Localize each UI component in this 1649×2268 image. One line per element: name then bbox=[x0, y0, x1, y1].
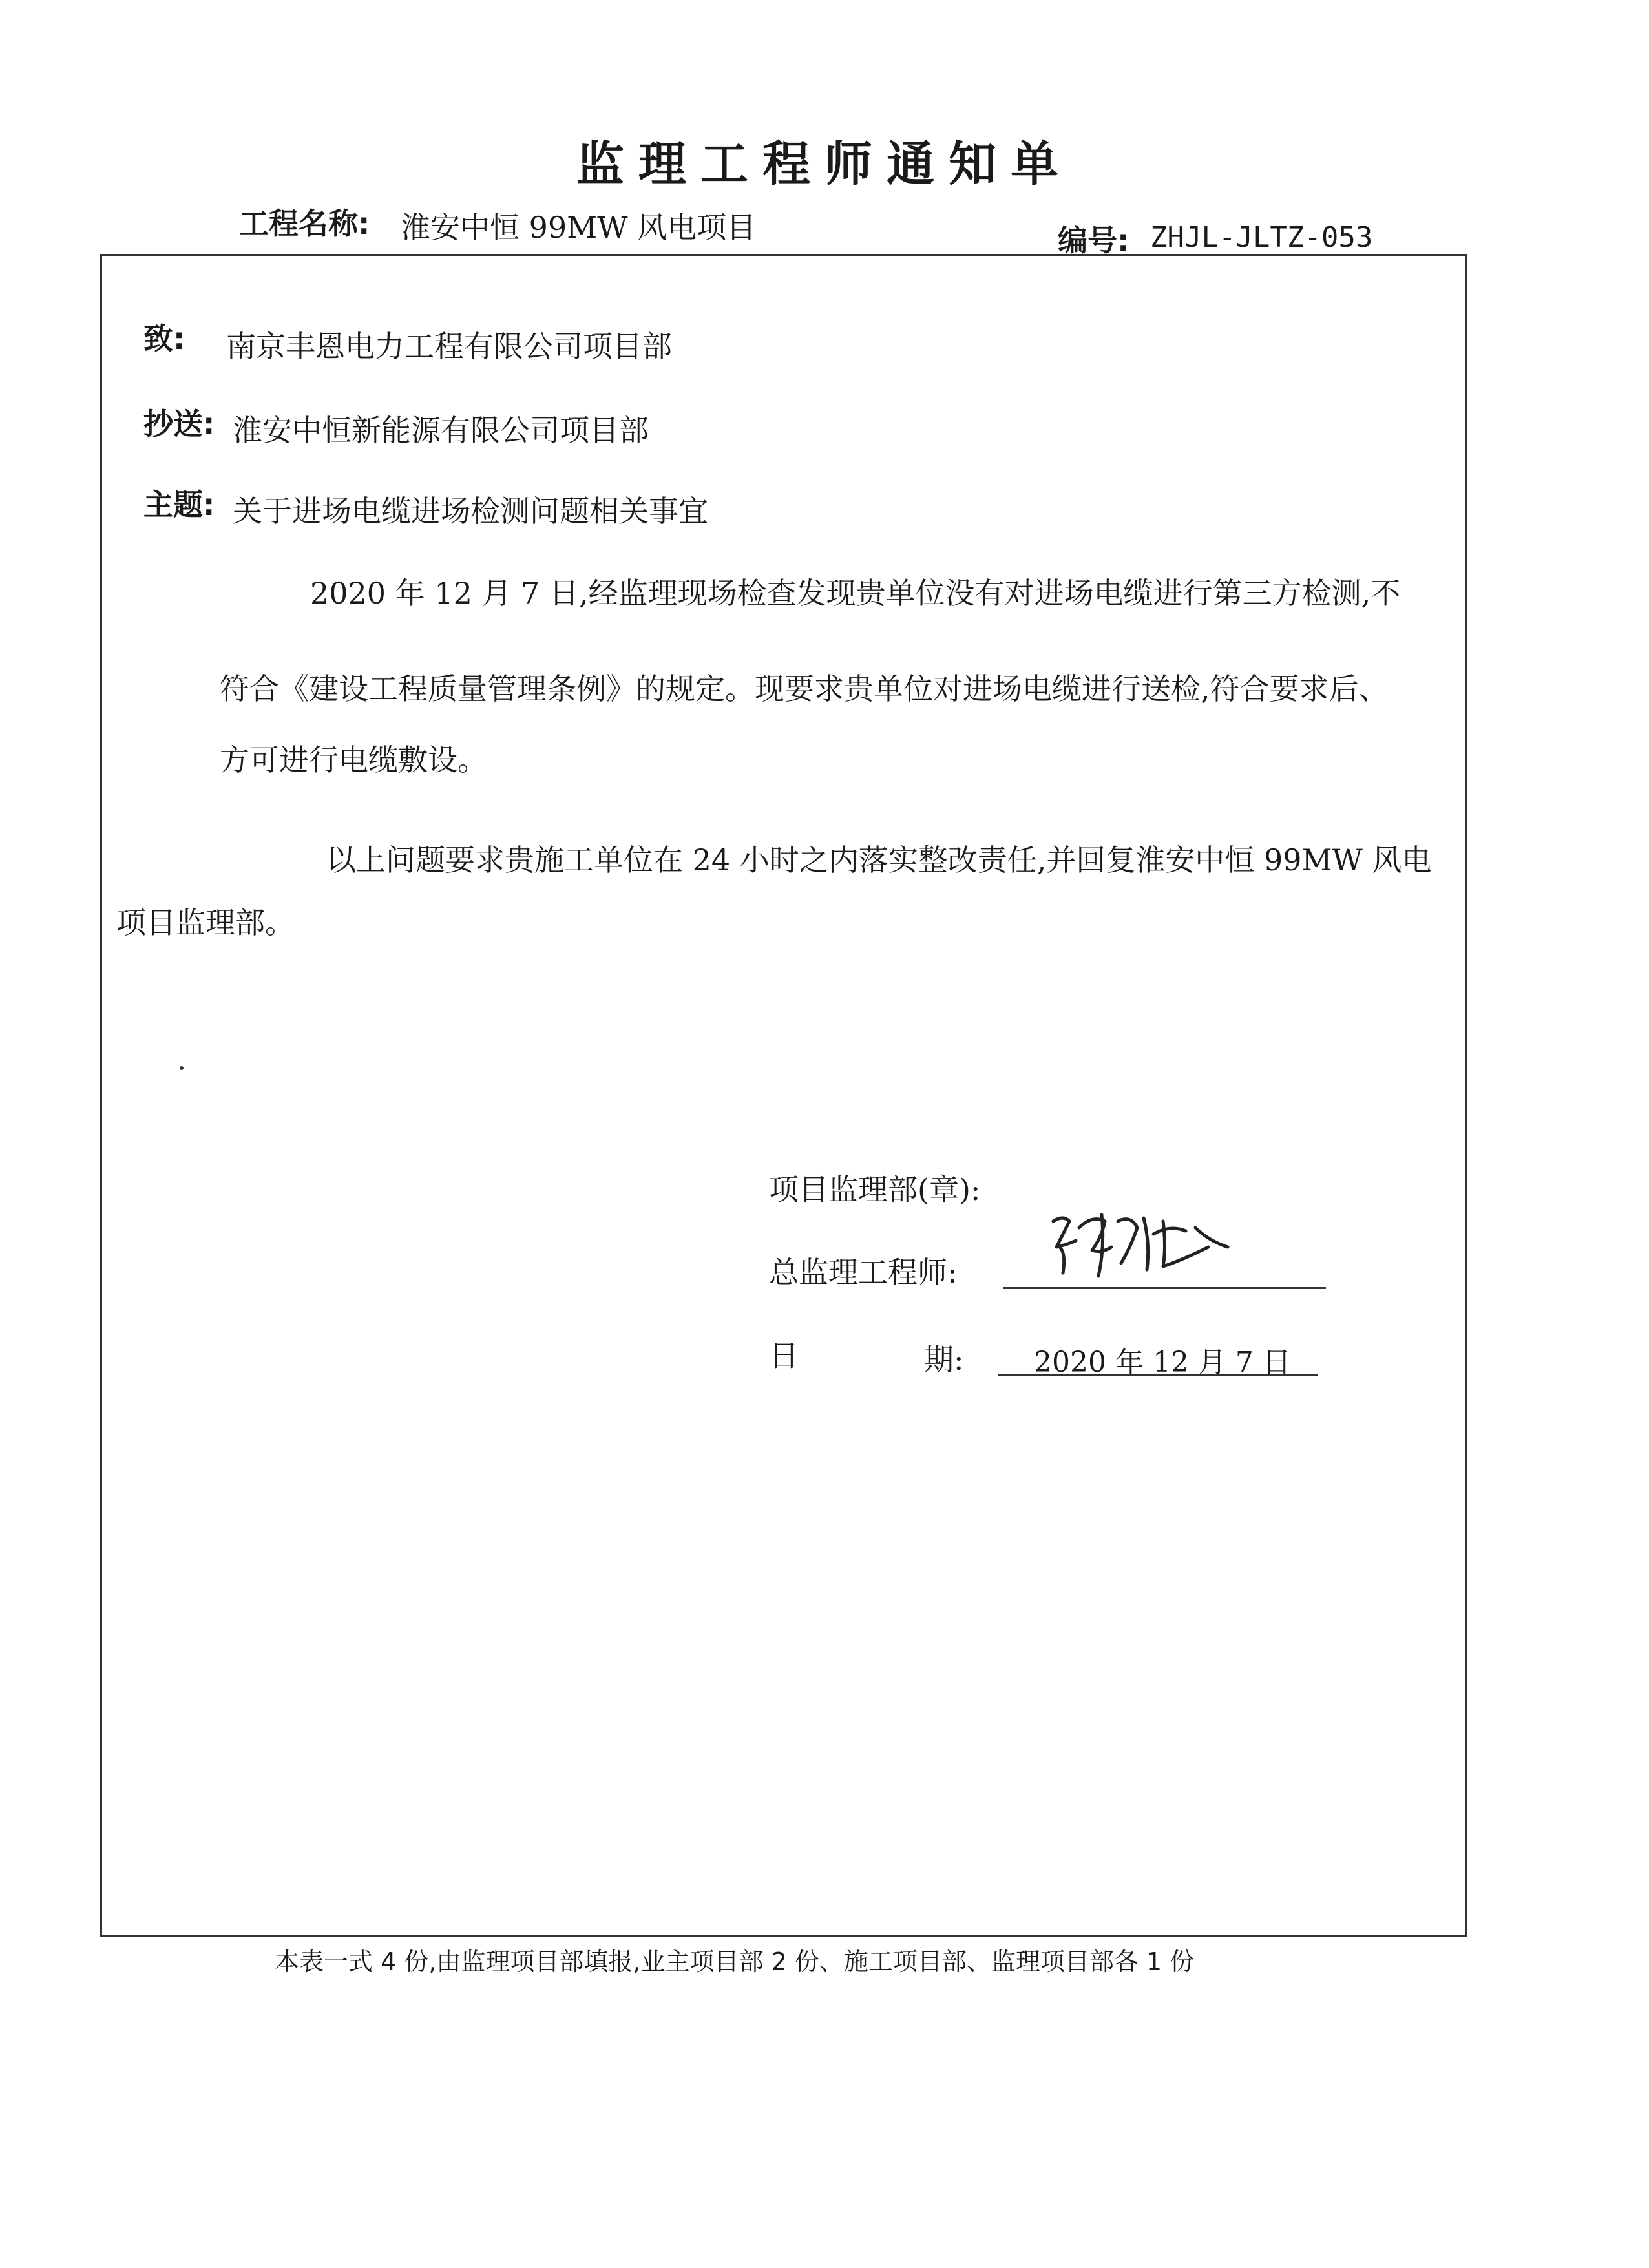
recipient-value: 南京丰恩电力工程有限公司项目部 bbox=[226, 329, 672, 364]
date-underline bbox=[998, 1374, 1318, 1376]
date-label-day: 日 bbox=[769, 1338, 799, 1373]
cc-value: 淮安中恒新能源有限公司项目部 bbox=[233, 413, 649, 448]
signature-underline bbox=[1003, 1287, 1326, 1289]
body-paragraph-1-line-3: 方可进行电缆敷设。 bbox=[220, 742, 487, 777]
body-paragraph-1-line-2: 符合《建设工程质量管理条例》的规定。现要求贵单位对进场电缆进行送检,符合要求后、 bbox=[220, 671, 1389, 706]
recipient-label: 致: bbox=[143, 321, 185, 356]
footer-note: 本表一式 4 份,由监理项目部填报,业主项目部 2 份、施工项目部、监理项目部各 1 份 bbox=[275, 1948, 1195, 1976]
project-name-label: 工程名称: bbox=[239, 206, 370, 241]
subject-value: 关于进场电缆进场检测问题相关事宜 bbox=[233, 494, 708, 529]
body-paragraph-1-line-1: 2020 年 12 月 7 日,经监理现场检查发现贵单位没有对进场电缆进行第三方检测,不 bbox=[310, 576, 1401, 611]
document-number-label: 编号: bbox=[1058, 223, 1129, 258]
scan-speck bbox=[180, 1066, 184, 1070]
body-paragraph-2-line-1: 以上问题要求贵施工单位在 24 小时之内落实整改责任,并回复淮安中恒 99MW 风电 bbox=[326, 843, 1432, 877]
chief-engineer-signature bbox=[1040, 1202, 1260, 1286]
document-title: 监理工程师通知单 bbox=[576, 136, 1073, 192]
project-name-value: 淮安中恒 99MW 风电项目 bbox=[401, 210, 757, 245]
chief-engineer-label: 总监理工程师: bbox=[769, 1255, 958, 1290]
cc-label: 抄送: bbox=[143, 406, 215, 441]
date-value: 2020 年 12 月 7 日 bbox=[1034, 1346, 1291, 1379]
date-label-period: 期: bbox=[924, 1342, 964, 1377]
body-paragraph-2-line-2: 项目监理部。 bbox=[116, 905, 295, 940]
subject-label: 主题: bbox=[143, 487, 215, 522]
document-number-value: ZHJL-JLTZ-053 bbox=[1150, 221, 1373, 254]
supervision-dept-seal-label: 项目监理部(章): bbox=[769, 1172, 981, 1207]
